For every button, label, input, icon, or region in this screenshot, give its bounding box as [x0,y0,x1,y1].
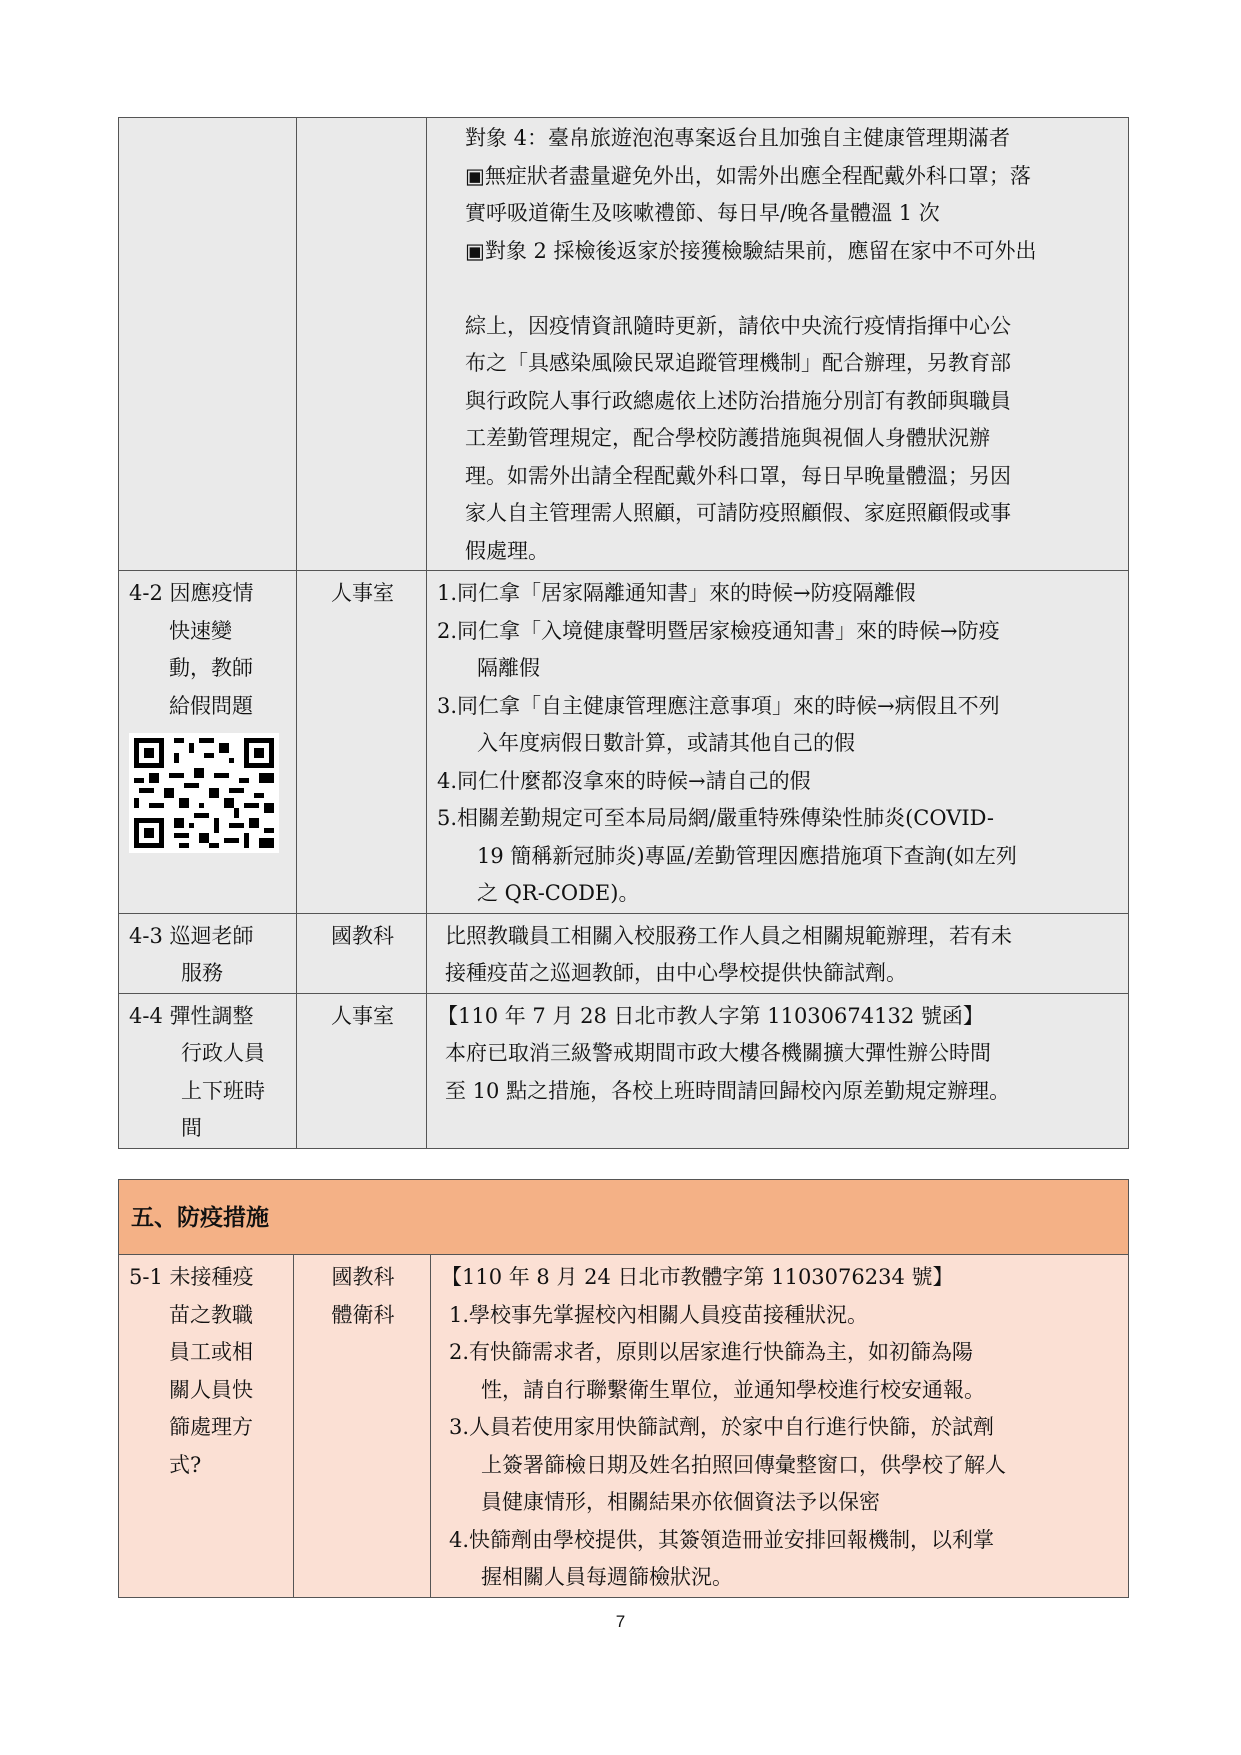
unit-label: 人事室 [331,581,394,605]
content-line: 上簽署篩檢日期及姓名拍照回傳彙整窗口，供學校了解人 [481,1452,1006,1477]
content-line: 比照教職員工相關入校服務工作人員之相關規範辦理，若有未 [445,923,1012,948]
content-line: 3.同仁拿「自主健康管理應注意事項」來的時候→病假且不列 [437,693,1000,718]
content-line: 至 10 點之措施，各校上班時間請回歸校內原差勤規定辦理。 [445,1078,1011,1103]
item-title: 關人員快 [169,1377,253,1402]
item-cell [119,1255,294,1598]
unit-cell [297,993,427,1148]
unit-label: 國教科 [331,923,394,948]
item-title: 式? [169,1452,202,1477]
section-header-row [119,1180,1129,1255]
content-line: 之 QR-CODE)。 [477,881,640,905]
item-title: 員工或相 [169,1340,253,1364]
item-cell [119,118,297,571]
content-line: 與行政院人事行政總處依上述防治措施分別訂有教師與職員 [465,388,1011,413]
content-line: 【110 年 8 月 24 日北市教體字第 1103076234 號】 [441,1265,954,1289]
content-line: 假處理。 [465,538,549,563]
item-title: 快速變 [169,618,232,643]
content-line: 5.相關差勤規定可至本局局網/嚴重特殊傳染性肺炎(COVID- [437,806,995,830]
content-line: 19 簡稱新冠肺炎)專區/差勤管理因應措施項下查詢(如左列 [477,843,1017,868]
content-line: 4.同仁什麼都沒拿來的時候→請自己的假 [437,768,811,793]
table-row-continued [119,118,1129,571]
content-line: ▣對象 2 採檢後返家於接獲檢驗結果前，應留在家中不可外出 [465,238,1037,263]
content-line: 隔離假 [477,656,540,680]
content-line: 理。如需外出請全程配戴外科口罩，每日早晚量體溫；另因 [465,463,1011,488]
item-title: 間 [181,1116,202,1140]
unit-cell [297,913,427,993]
unit-label: 人事室 [331,1003,394,1028]
content-line: 握相關人員每週篩檢狀況。 [481,1565,733,1589]
content-line: 1.同仁拿「居家隔離通知書」來的時候→防疫隔離假 [437,581,916,605]
table-row-4-4 [119,993,1129,1148]
unit-cell [294,1255,431,1598]
content-cell [431,1255,1129,1598]
section-title: 五、防疫措施 [131,1205,269,1232]
content-line: 4.快篩劑由學校提供，其簽領造冊並安排回報機制，以利掌 [449,1527,995,1552]
content-line: ▣無症狀者盡量避免外出，如需外出應全程配戴外科口罩；落 [465,163,1031,188]
content-line: 實呼吸道衛生及咳嗽禮節、每日早/晚各量體溫 1 次 [465,201,940,225]
content-line: 【110 年 7 月 28 日北市教人字第 11030674132 號函】 [437,1003,984,1028]
item-title: 苗之教職 [169,1302,253,1327]
item-cell [119,993,297,1148]
content-line: 工差勤管理規定，配合學校防護措施與視個人身體狀況辦 [465,426,990,450]
content-line: 接種疫苗之巡迴教師，由中心學校提供快篩試劑。 [445,961,907,985]
table-row-5-1 [119,1255,1129,1598]
item-title: 動，教師 [169,656,253,680]
content-line: 本府已取消三級警戒期間市政大樓各機關擴大彈性辦公時間 [445,1041,991,1065]
content-cell [427,913,1129,993]
content-line: 2.有快篩需求者，原則以居家進行快篩為主，如初篩為陽 [449,1340,974,1364]
item-title: 4-2 因應疫情 [129,581,254,605]
table-row-4-2 [119,571,1129,914]
content-line: 性，請自行聯繫衛生單位，並通知學校進行校安通報。 [481,1377,985,1402]
content-line: 2.同仁拿「入境健康聲明暨居家檢疫通知書」來的時候→防疫 [437,618,1000,643]
content-line: 對象 4：臺帛旅遊泡泡專案返台且加強自主健康管理期滿者 [465,126,1011,150]
item-title: 給假問題 [169,693,253,718]
item-title: 篩處理方 [169,1415,253,1439]
page-number: 7 [615,1612,626,1631]
unit-cell [297,118,427,571]
unit-cell [297,571,427,914]
section-header [119,1180,1129,1255]
item-cell [119,571,297,914]
prevention-measures-table [118,1179,1129,1598]
table-row-4-3 [119,913,1129,993]
content-cell [427,993,1129,1148]
content-line: 員健康情形，相關結果亦依個資法予以保密 [481,1490,880,1514]
item-title: 4-4 彈性調整 [129,1003,254,1028]
measures-table-continued [118,117,1129,1149]
item-title: 服務 [181,961,223,985]
item-title: 行政人員 [181,1041,265,1065]
unit-label: 國教科 [331,1265,395,1289]
qr-code-icon [129,733,279,853]
content-cell [427,118,1129,571]
content-line: 3.人員若使用家用快篩試劑，於家中自行進行快篩，於試劑 [449,1415,995,1439]
spacer [437,270,1120,308]
unit-label: 體衛科 [331,1302,395,1327]
item-title: 4-3 巡迴老師 [129,923,254,948]
content-line: 1.學校事先掌握校內相關人員疫苗接種狀況。 [449,1302,869,1327]
content-line: 家人自主管理需人照顧，可請防疫照顧假、家庭照顧假或事 [465,501,1011,525]
item-title: 5-1 未接種疫 [129,1265,254,1289]
item-cell [119,913,297,993]
content-line: 綜上，因疫情資訊隨時更新，請依中央流行疫情指揮中心公 [465,313,1011,338]
item-title: 上下班時 [181,1078,265,1103]
content-line: 入年度病假日數計算，或請其他自己的假 [477,731,855,755]
content-line: 布之「具感染風險民眾追蹤管理機制」配合辦理，另教育部 [465,351,1011,375]
content-cell [427,571,1129,914]
